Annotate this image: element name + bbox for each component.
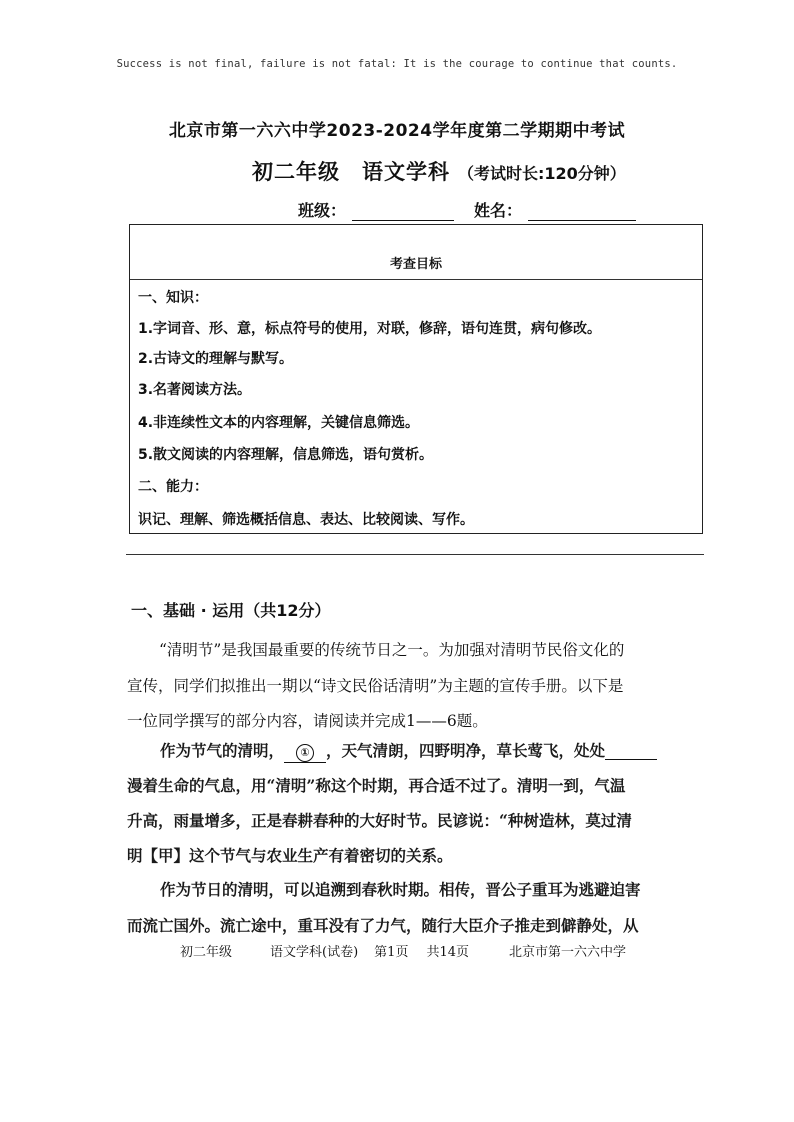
footer-school: 北京市第一六六中学: [509, 945, 627, 960]
objective-line: 识记、理解、筛选概括信息、表达、比较阅读、写作。: [138, 512, 474, 528]
passage-line: 而流亡国外。流亡途中，重耳没有了力气，随行大臣介子推走到僻静处，从: [127, 916, 639, 935]
grade-label: 初二年级: [252, 160, 340, 184]
objective-line: 3.名著阅读方法。: [138, 382, 252, 398]
class-blank[interactable]: [352, 202, 454, 221]
intro-line: “清明节”是我国最重要的传统节日之一。为加强对清明节民俗文化的: [159, 641, 625, 659]
objectives-heading: 考查目标: [389, 257, 442, 272]
subject-label: 语文学科: [362, 160, 450, 184]
passage-text: 作为节气的清明，: [160, 741, 285, 760]
objectives-divider: [130, 279, 702, 280]
passage-line: 作为节日的清明，可以追溯到春秋时期。相传，晋公子重耳为逃避迫害: [160, 880, 641, 899]
passage-line: 升高，雨量增多，正是春耕春种的大好时节。民谚说：“种树造林，莫过清: [127, 811, 632, 830]
passage-line: 漫着生命的气息，用“清明”称这个时期，再合适不过了。清明一到，气温: [127, 776, 626, 795]
objective-line: 2.古诗文的理解与默写。: [138, 351, 294, 367]
passage-text: ，天气清朗，四野明净，草长莺飞，处处: [326, 741, 606, 760]
passage-line: [160, 739, 760, 763]
name-label: 姓名：: [474, 201, 523, 220]
exam-title: 北京市第一六六中学2023-2024学年度第二学期期中考试: [168, 121, 626, 141]
page-footer: [180, 941, 626, 960]
class-label: 班级：: [298, 201, 347, 220]
page-divider: [126, 554, 704, 555]
objective-line: 1.字词音、形、意，标点符号的使用，对联，修辞，语句连贯，病句修改。: [138, 321, 602, 337]
student-info-row: [298, 198, 636, 221]
passage-line: 明【甲】这个节气与农业生产有着密切的关系。: [127, 846, 453, 865]
footer-total: 共14页: [426, 945, 469, 960]
blank-marker: ①: [296, 744, 314, 762]
objectives-box: [129, 224, 703, 534]
intro-line: 宣传，同学们拟推出一期以“诗文民俗话清明”为主题的宣传手册。以下是: [127, 677, 624, 695]
blank-1: [284, 743, 326, 763]
motto-quote: Success is not final, failure is not fatal: It is the courage to continue that counts.: [116, 58, 678, 70]
objective-line: 4.非连续性文本的内容理解，关键信息筛选。: [138, 415, 420, 431]
exam-subtitle: [252, 156, 626, 186]
duration-label: （考试时长:120分钟）: [458, 164, 626, 183]
name-blank[interactable]: [528, 202, 636, 221]
footer-page: 第1页: [374, 945, 409, 960]
section-heading: 一、基础 · 运用（共12分）: [131, 601, 331, 620]
intro-line: 一位同学撰写的部分内容，请阅读并完成1——6题。: [127, 712, 488, 730]
footer-subject: 语文学科(试卷): [270, 945, 359, 960]
footer-grade: 初二年级: [180, 945, 233, 960]
objective-line: 5.散文阅读的内容理解，信息筛选，语句赏析。: [138, 447, 434, 463]
objective-line: 一、知识：: [138, 290, 208, 306]
objective-line: 二、能力：: [138, 479, 208, 495]
blank-2: [605, 743, 657, 760]
